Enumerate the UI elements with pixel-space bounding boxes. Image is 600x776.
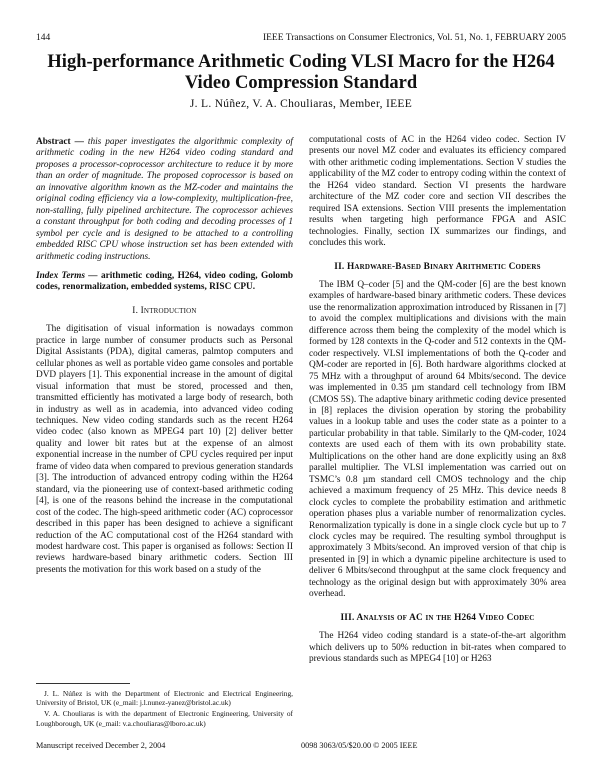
section-2-heading: II. Hardware-Based Binary Arithmetic Coders bbox=[334, 261, 541, 272]
index-terms-text: arithmetic coding, H264, video coding, Golomb codes, renormalization, embedded systems, RISC CPU. bbox=[36, 270, 293, 293]
abstract bbox=[36, 137, 293, 263]
right-column bbox=[309, 135, 566, 665]
page-number: 144 bbox=[36, 33, 51, 43]
footnote-author-2: V. A. Chouliaras is with the department of Electronic Engineering, University of Loughborough, UK (e_mail: v.a.chouliaras@lboro.ac.uk) bbox=[36, 709, 293, 728]
index-terms-lead: Index Terms — bbox=[36, 270, 98, 281]
footnote-rule bbox=[36, 683, 130, 684]
section-1-paragraph: The digitisation of visual information is nowadays common practice in large number of consumer products such as Personal Digital Assistants (PDA), digital cameras, palmtop computers and cellular phones as well as portable video game consoles and portable DVD players [1]. This exponential increase in the amount of digital visual information that must be stored, processed and then, transmitted efficiently has motivated a large body of research, both in industry as well as in academia, into advanced video coding techniques. New video coding standards such as the recent H264 video codec (also known as MPEG4 part 10) [2] deliver better quality and lower bit rates but at the expense of an almost exponential increase in the number of CPU cycles required per input frame of video data when compared to previous generation standards [3]. The introduction of advanced entropy coding within the H264 standard, via the pioneering use of context-based arithmetic coding [4], is one of the reasons behind the increase in the computational cost of the codec. The high-speed arithmetic coder (AC) coprocessor described in this paper has been designed to achieve a significant reduction of the AC computational cost of the H264 standard with modest hardware cost. This paper is organised as follows: Section II reviews hardware-based binary arithmetic coders. Section III presents the motivation for this work based on a study of the bbox=[36, 324, 293, 575]
copyright-line: 0098 3063/05/$20.00 © 2005 IEEE bbox=[301, 741, 418, 750]
section-3-paragraph: The H264 video coding standard is a state-of-the-art algorithm which delivers up to 50% reduction in bit-rates when compared to previous standards such as MPEG4 [10] or H263 bbox=[309, 631, 566, 665]
index-terms bbox=[36, 271, 293, 294]
paper-authors: J. L. Núñez, V. A. Chouliaras, Member, IEEE bbox=[189, 98, 413, 110]
footnotes bbox=[36, 689, 293, 730]
section-1-heading: I. Introduction bbox=[132, 305, 197, 316]
left-column bbox=[36, 137, 293, 576]
abstract-lead: Abstract — bbox=[36, 137, 84, 147]
section-2-paragraph: The IBM Q–coder [5] and the QM-coder [6] are the best known examples of hardware-based binary arithmetic coders. These devices use the renormalization approximation introduced by Rissanen in [7] to avoid the complex multiplications and divisions with the main difference across them being the complexity of the model which is formed by 128 contexts in the Q-coder and 512 contexts in the QM-coder respectively. VLSI implementations of both the Q-coder and QM-coder are reported in [6]. Both hardware algorithms clocked at 75 MHz with a throughput of around 64 Mbits/second. The device was implemented in 0.35 µm standard cell technology from IBM (CMOS 5S). The adaptive binary arithmetic coding device presented in [8] replaces the division operation by storing the probability values in a lookup table and uses the coder state as a pointer to a particular probability in that table. Similarly to the QM-coder, 1024 contexts are used each of them with its own probability state. Multiplications on the other hand are done explicitly using an 8x8 parallel multiplier. The VLSI implementation was carried out on TSMC’s 0.8 µm standard cell CMOS technology and the chip achieved a maximum frequency of 25 MHz. This device needs 8 clock cycles to complete the probability estimation and arithmetic operation phases plus a variable number of renormalization cycles. Renormalization typically is done in a single clock cycle but up to 7 clock cycles may be required. The resulting symbol throughput is approximately 3 Mbits/second. An improved version of that chip is presented in [9] in which a dynamic pipeline architecture is used to deliver 6 Mbits/second throughput at the same clock frequency and technology as the original design but with approximately 30% area overhead. bbox=[309, 279, 566, 600]
manuscript-received: Manuscript received December 2, 2004 bbox=[36, 741, 166, 750]
abstract-text: this paper investigates the algorithmic complexity of arithmetic coding in the new H264 video coding standard and proposes a processor-coprocessor architecture to reduce it by more than an order of magnitude. The proposed coprocessor is based on an innovative algorithm known as the MZ-coder and maintains the original coding efficiency via a low-complexity, multiplication-free, non-stalling, fully pipelined architecture. The coprocessor achieves a constant throughput for both coding and decoding processes of 1 symbol per cycle and is designed to be attached to a controlling embedded RISC CPU whose instruction set has been extended with arithmetic coding instructions. bbox=[36, 137, 293, 262]
section-3-heading: III. Analysis of AC in the H264 Video Codec bbox=[340, 612, 535, 623]
paper-title: High-performance Arithmetic Coding VLSI Macro for the H264 Video Compression Standard bbox=[47, 52, 555, 93]
footnote-author-1: J. L. Núñez is with the Department of Electronic and Electrical Engineering, University of Bristol, UK (e_mail: j.l.nunez-yanez@bristol.ac.uk) bbox=[36, 689, 293, 708]
section-1-continued: computational costs of AC in the H264 video codec. Section IV presents our novel MZ coder and evaluates its efficiency compared with other arithmetic coding implementations. Section V studies the applicability of the MZ coder to entropy coding within the context of the H264 video standard. Section VI presents the hardware architecture of the MZ coder core and section VII describes the required ISA extensions. Section VIII presents the implementation results when targeting high performance FPGA and ASIC technologies. Finally, section IX summarizes our findings, and concludes this work. bbox=[309, 135, 566, 249]
journal-header: IEEE Transactions on Consumer Electronics, Vol. 51, No. 1, FEBRUARY 2005 bbox=[262, 33, 566, 43]
